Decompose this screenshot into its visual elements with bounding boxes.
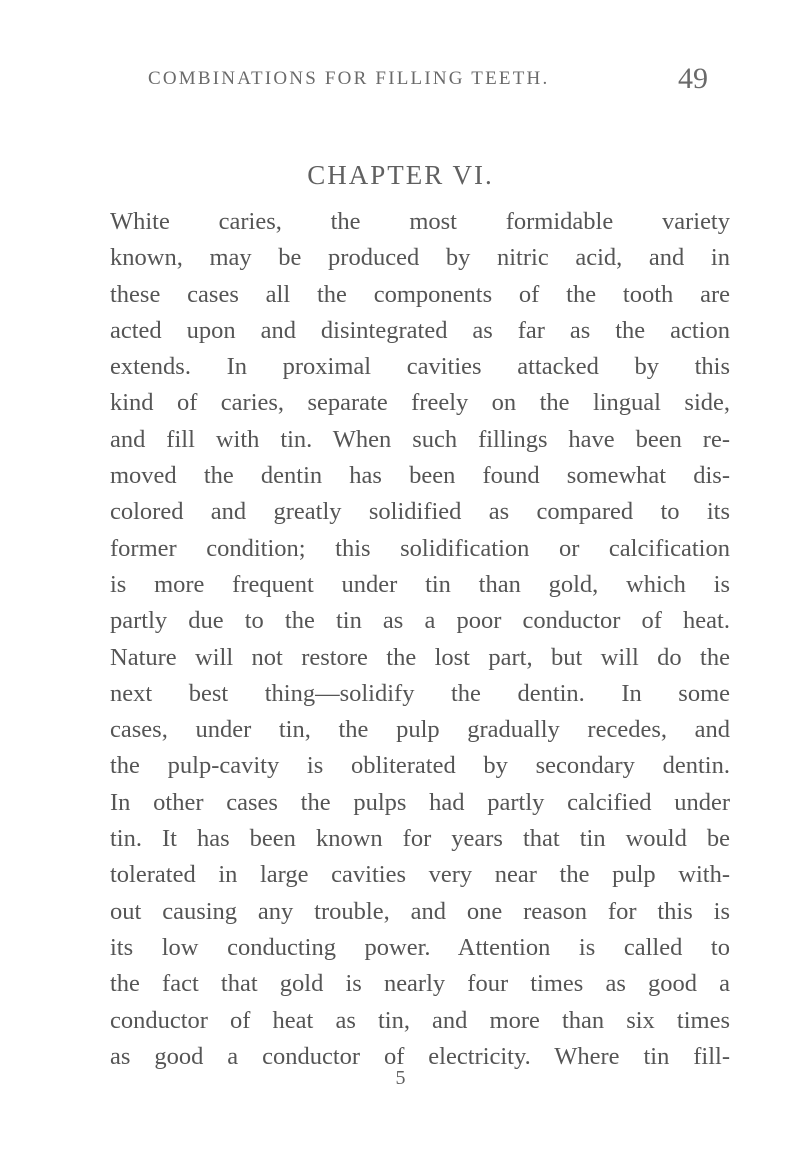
text-line: known, may be produced by nitric acid, and in — [110, 244, 730, 272]
text-line: these cases all the components of the tooth are — [110, 280, 730, 308]
page-number: 49 — [678, 62, 708, 95]
text-line: partly due to the tin as a poor conductor of heat. — [110, 607, 730, 635]
running-title: COMBINATIONS FOR FILLING TEETH. — [148, 68, 550, 89]
text-line: next best thing—solidify the dentin. In some — [110, 679, 730, 707]
text-line: its low conducting power. Attention is called to — [110, 933, 730, 961]
text-line: tolerated in large cavities very near the pulp with- — [110, 861, 730, 889]
text-line: acted upon and disintegrated as far as the action — [110, 316, 730, 344]
text-line: is more frequent under tin than gold, which is — [110, 570, 730, 598]
text-line: White caries, the most formidable variety — [110, 208, 730, 235]
text-line: cases, under tin, the pulp gradually recedes, and — [110, 716, 730, 744]
text-line: Nature will not restore the lost part, but will do the — [110, 643, 730, 671]
text-line: moved the dentin has been found somewhat dis- — [110, 462, 730, 490]
text-line: as good a conductor of electricity. Where tin fill- — [110, 1042, 730, 1070]
text-line: out causing any trouble, and one reason for this is — [110, 897, 730, 925]
running-head — [148, 62, 708, 102]
text-line: the pulp-cavity is obliterated by secondary dentin. — [110, 752, 730, 780]
text-line: the fact that gold is nearly four times as good a — [110, 970, 730, 998]
chapter-heading: CHAPTER VI. — [307, 160, 494, 190]
text-line: former condition; this solidification or calcification — [110, 534, 730, 562]
text-line: tin. It has been known for years that tin would be — [110, 825, 730, 853]
text-line: colored and greatly solidified as compared to its — [110, 498, 730, 526]
text-line: and fill with tin. When such fillings have been re- — [110, 425, 730, 453]
signature-mark: 5 — [395, 1067, 406, 1089]
text-line: In other cases the pulps had partly calcified under — [110, 788, 730, 816]
body-text — [110, 204, 730, 1075]
text-line: kind of caries, separate freely on the lingual side, — [110, 389, 730, 417]
text-line: extends. In proximal cavities attacked by this — [110, 353, 730, 381]
text-line: conductor of heat as tin, and more than six times — [110, 1006, 730, 1034]
